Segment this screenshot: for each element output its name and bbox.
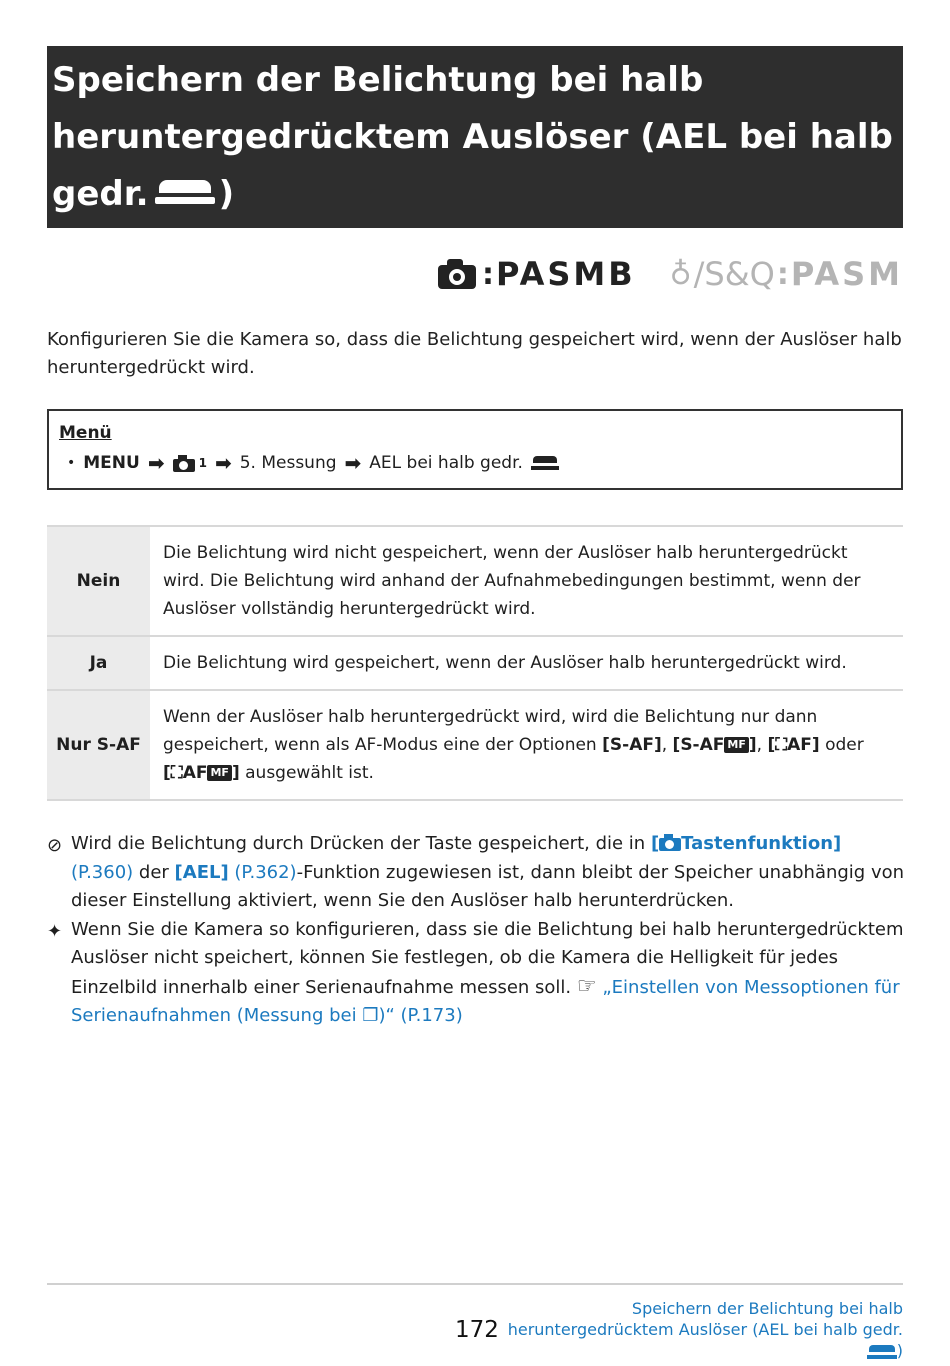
separator: , [756, 735, 768, 755]
or-text: oder [819, 735, 864, 755]
intro-text: Konfigurieren Sie die Kamera so, dass die Belichtung gespeichert wird, wenn der Auslöser halb heruntergedrückt wird. [47, 329, 902, 378]
option-desc: Die Belichtung wird gespeichert, wenn der Auslöser halb heruntergedrückt wird. [150, 636, 903, 690]
link-bracket[interactable]: [ [650, 833, 660, 854]
star-af-icon: ⛶ [170, 763, 183, 783]
tip-item [47, 916, 907, 1031]
notes [47, 830, 907, 1031]
tastenfunktion-link[interactable]: Tastenfunktion] [681, 833, 842, 854]
option-star-af-mf: AF [182, 763, 208, 783]
menu-step-menu: MENU [83, 453, 140, 473]
bracket-close: ] [231, 763, 240, 783]
bracket-close: ] [748, 735, 757, 755]
option-key: Nur S-AF [47, 690, 150, 800]
photo-mode-colon: : [482, 256, 495, 292]
pointing-hand-icon: ☞ [576, 973, 597, 999]
arrow-icon: ➡ [147, 451, 165, 475]
menu-step-messung: 5. Messung [239, 453, 337, 473]
arrow-icon: ➡ [344, 451, 362, 475]
table-row [47, 526, 903, 636]
option-star-af-open: [ [767, 735, 776, 755]
mode-indicator [438, 252, 903, 296]
table-row [47, 690, 903, 800]
option-desc-text: Wenn der Auslöser halb heruntergedrückt wird, wird die Belichtung nur dann gespeichert, wenn als AF-Modus eine der Optionen [163, 707, 818, 755]
option-desc [150, 690, 903, 800]
note-text: der [133, 861, 175, 883]
footer-ref-line1[interactable]: Speichern der Belichtung bei halb [631, 1299, 903, 1318]
option-star-af: AF] [787, 735, 820, 755]
option-desc: Die Belichtung wird nicht gespeichert, wenn der Auslöser halb heruntergedrückt wird. Die Belichtung wird anhand der Aufnahmebedingungen bestimmt, wenn der Auslöser vollständig heruntergedrückt wird. [150, 526, 903, 636]
menu-step-ael: AEL bei halb gedr. [369, 453, 523, 473]
note-text: Wird die Belichtung durch Drücken der Taste gespeichert, die in [71, 833, 651, 854]
menu-box [47, 409, 903, 490]
option-key: Ja [47, 636, 150, 690]
video-mode-group [670, 255, 903, 293]
footer-ref-line2[interactable]: heruntergedrücktem Auslöser (AEL bei halb gedr. [507, 1320, 903, 1339]
page-number: 172 [455, 1317, 499, 1343]
menu-path [67, 451, 559, 475]
page-title-text: Speichern der Belichtung bei halb heruntergedrücktem Auslöser (AEL bei halb gedr. [52, 60, 893, 214]
separator: , [661, 735, 673, 755]
shutter-half-press-icon [531, 456, 559, 470]
footer-divider [47, 1283, 903, 1285]
camera-menu-icon [173, 455, 195, 472]
sequential-shooting-icon[interactable]: ❐ [362, 1005, 379, 1026]
page-title-banner [47, 46, 903, 228]
note-text: -Funktion zugewiesen ist, dann bleibt der Speicher unabhängig von dieser Einstellung aktiviert, wenn Sie den Auslöser halb herunterdrücken. [71, 861, 905, 911]
messoptionen-link[interactable]: „Einstellen von Messoptionen für Serienaufnahmen (Messung bei [71, 976, 900, 1026]
shutter-half-press-icon [155, 180, 215, 204]
page-ref-link[interactable]: )“ (P.173) [378, 1005, 463, 1026]
ael-link[interactable]: [AEL] [174, 861, 229, 883]
page-ref-link[interactable]: (P.360) [71, 861, 134, 883]
video-modes: PASM [790, 255, 903, 293]
camera-icon[interactable] [659, 834, 681, 851]
video-mode-colon: : [776, 256, 789, 292]
footer-ref-close[interactable]: ) [896, 1341, 903, 1360]
bullet: • [67, 455, 76, 471]
note-icon: ⊘ [47, 835, 63, 856]
video-icon: ♁ [669, 256, 692, 292]
table-row [47, 636, 903, 690]
tip-text: Wenn Sie die Kamera so konfigurieren, dass sie die Belichtung bei halb heruntergedrücktem Auslöser nicht speichert, können Sie festlegen, ob die Kamera die Helligkeit für jedes Einzelbild innerhalb einer Serienaufnahme messen soll. [71, 918, 904, 998]
mf-badge-icon: MF [207, 765, 231, 781]
option-s-af-mf: [S-AF [672, 735, 725, 755]
mf-badge-icon: MF [724, 737, 748, 753]
option-desc-text: ausgewählt ist. [239, 763, 374, 783]
note-item [47, 830, 907, 916]
camera-icon [438, 259, 476, 289]
page-title [52, 52, 897, 223]
option-key: Nein [47, 526, 150, 636]
option-s-af: [S-AF] [602, 735, 662, 755]
page-title-close: ) [218, 174, 235, 214]
page-ref-link[interactable]: (P.362) [228, 861, 297, 883]
shutter-half-press-icon[interactable] [867, 1345, 897, 1359]
sq-mode-label: /S&Q [693, 255, 775, 293]
options-table [47, 525, 903, 801]
camera-menu-sub: 1 [198, 456, 207, 470]
tip-icon: ✦ [47, 920, 63, 942]
photo-modes: PASMB [496, 255, 636, 293]
footer-section-link[interactable] [503, 1298, 903, 1361]
menu-label: Menü [59, 423, 112, 443]
arrow-icon: ➡ [214, 451, 232, 475]
star-af-icon: ⛶ [775, 735, 788, 755]
option-star-af-mf-open: [ [163, 763, 171, 783]
